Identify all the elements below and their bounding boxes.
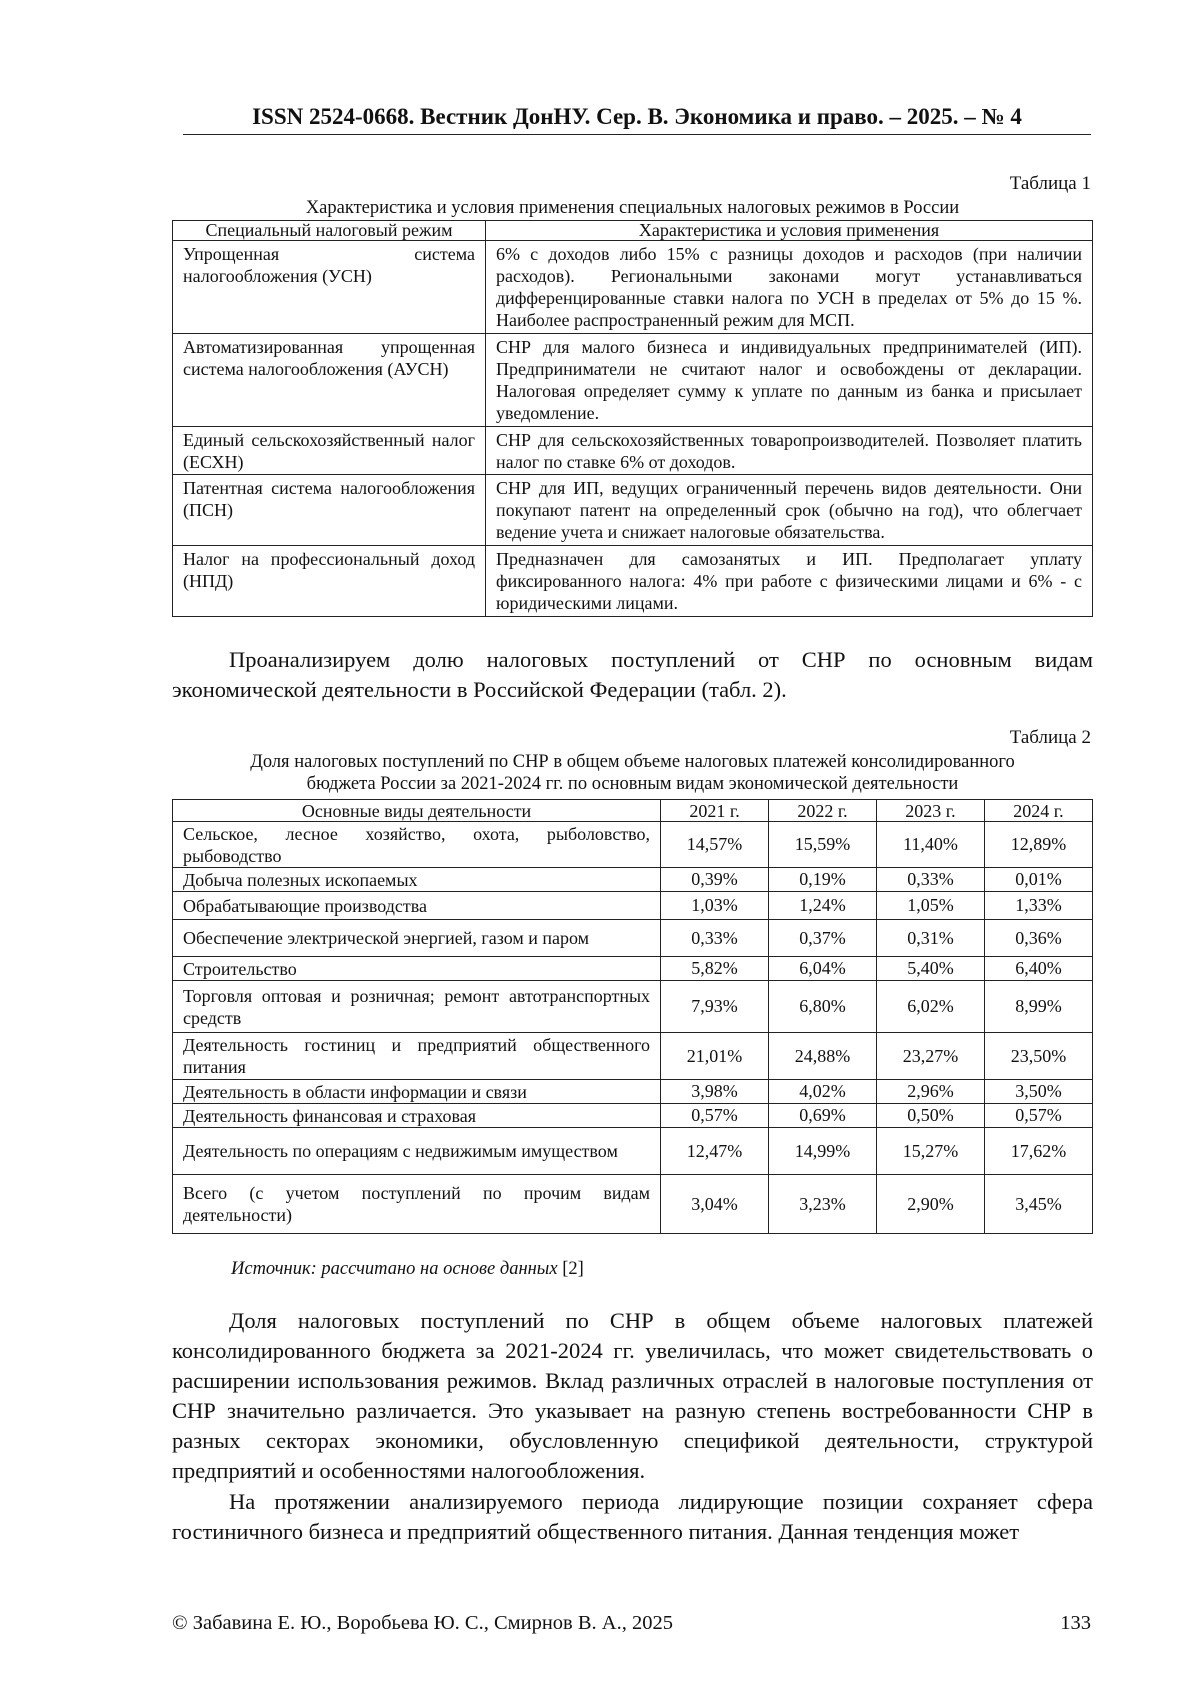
table-row xyxy=(173,241,1093,334)
value-cell: 5,82% xyxy=(661,957,769,981)
value-cell: 7,93% xyxy=(661,981,769,1033)
table2-title-line: Доля налоговых поступлений по СНР в общем объеме налоговых платежей консолидированного xyxy=(250,752,1015,772)
value-cell: 21,01% xyxy=(661,1033,769,1080)
activity-name: Деятельность финансовая и страховая xyxy=(173,1104,661,1128)
table-row xyxy=(173,427,1093,475)
value-cell: 8,99% xyxy=(984,981,1092,1033)
table-row xyxy=(173,892,1093,920)
regime-name: Налог на профессиональный доход (НПД) xyxy=(173,546,486,617)
value-cell: 24,88% xyxy=(769,1033,877,1080)
value-cell: 3,04% xyxy=(661,1175,769,1234)
activity-name: Обеспечение электрической энергией, газом и паром xyxy=(173,920,661,957)
value-cell: 23,27% xyxy=(877,1033,985,1080)
value-cell: 1,05% xyxy=(877,892,985,920)
value-cell: 2,96% xyxy=(877,1080,985,1104)
activity-name: Торговля оптовая и розничная; ремонт автотранспортных средств xyxy=(173,981,661,1033)
value-cell: 15,27% xyxy=(877,1128,985,1175)
paragraph: На протяжении анализируемого периода лидирующие позиции сохраняет сфера гостиничного бизнеса и предприятий общественного питания. Данная тенденция может xyxy=(172,1489,1093,1544)
column-header: Характеристика и условия применения xyxy=(486,221,1093,241)
regime-description: СНР для ИП, ведущих ограниченный перечень видов деятельности. Они покупают патент на определенный срок (обычно на год), что облегчает ведение учета и снижает налоговые обязательства. xyxy=(486,475,1093,546)
value-cell: 3,23% xyxy=(769,1175,877,1234)
activity-name: Деятельность в области информации и связи xyxy=(173,1080,661,1104)
activity-name: Деятельность гостиниц и предприятий общественного питания xyxy=(173,1033,661,1080)
paragraph: Проанализируем долю налоговых поступлений от СНР по основным видам экономической деятельности в Российской Федерации (табл. 2). xyxy=(172,647,1093,702)
value-cell: 0,57% xyxy=(984,1104,1092,1128)
column-header: 2024 г. xyxy=(984,800,1092,822)
column-header: 2022 г. xyxy=(769,800,877,822)
value-cell: 15,59% xyxy=(769,822,877,868)
table2-number: Таблица 2 xyxy=(1009,727,1091,748)
copyright: © Забавина Е. Ю., Воробьева Ю. С., Смирнов В. А., 2025 xyxy=(172,1612,673,1634)
value-cell: 0,31% xyxy=(877,920,985,957)
table-row xyxy=(173,868,1093,892)
table-header-row xyxy=(173,221,1093,241)
regime-name: Единый сельскохозяйственный налог (ЕСХН) xyxy=(173,427,486,475)
table-row xyxy=(173,546,1093,617)
table-row xyxy=(173,334,1093,427)
value-cell: 3,98% xyxy=(661,1080,769,1104)
source-label: Источник: рассчитано на основе данных xyxy=(231,1259,558,1279)
table-row xyxy=(173,822,1093,868)
value-cell: 1,24% xyxy=(769,892,877,920)
value-cell: 0,37% xyxy=(769,920,877,957)
value-cell: 0,39% xyxy=(661,868,769,892)
table-row xyxy=(173,1080,1093,1104)
activity-name: Строительство xyxy=(173,957,661,981)
value-cell: 1,03% xyxy=(661,892,769,920)
regime-name: Упрощенная система налогообложения (УСН) xyxy=(173,241,486,334)
activity-name: Деятельность по операциям с недвижимым имуществом xyxy=(173,1128,661,1175)
activity-name: Добыча полезных ископаемых xyxy=(173,868,661,892)
activity-name: Обрабатывающие производства xyxy=(173,892,661,920)
table2-source xyxy=(231,1259,584,1280)
table-row xyxy=(173,957,1093,981)
value-cell: 0,33% xyxy=(661,920,769,957)
value-cell: 12,89% xyxy=(984,822,1092,868)
value-cell: 0,19% xyxy=(769,868,877,892)
table-row xyxy=(173,475,1093,546)
table1-number: Таблица 1 xyxy=(1009,173,1091,194)
value-cell: 0,33% xyxy=(877,868,985,892)
value-cell: 6,02% xyxy=(877,981,985,1033)
value-cell: 0,50% xyxy=(877,1104,985,1128)
value-cell: 14,99% xyxy=(769,1128,877,1175)
table-row xyxy=(173,1104,1093,1128)
regime-description: СНР для малого бизнеса и индивидуальных предпринимателей (ИП). Предприниматели не считают налог и освобождены от декларации. Налоговая определяет сумму к уплате по данным из банка и присылает уведомление. xyxy=(486,334,1093,427)
value-cell: 0,57% xyxy=(661,1104,769,1128)
table-row xyxy=(173,981,1093,1033)
column-header: 2021 г. xyxy=(661,800,769,822)
value-cell: 2,90% xyxy=(877,1175,985,1234)
value-cell: 14,57% xyxy=(661,822,769,868)
value-cell: 11,40% xyxy=(877,822,985,868)
table-row xyxy=(173,1128,1093,1175)
value-cell: 0,36% xyxy=(984,920,1092,957)
value-cell: 12,47% xyxy=(661,1128,769,1175)
regime-description: 6% с доходов либо 15% с разницы доходов и расходов (при наличии расходов). Региональными законами могут устанавливаться дифференцированные ставки налога по УСН в пределах от 5% до 15 %. Наиболее распространенный режим для МСП. xyxy=(486,241,1093,334)
table-header-row xyxy=(173,800,1093,822)
journal-header: ISSN 2524-0668. Вестник ДонНУ. Сер. В. Экономика и право. – 2025. – № 4 xyxy=(183,104,1091,135)
regime-name: Автоматизированная упрощенная система налогообложения (АУСН) xyxy=(173,334,486,427)
value-cell: 4,02% xyxy=(769,1080,877,1104)
paragraph: Доля налоговых поступлений по СНР в общем объеме налоговых платежей консолидированного бюджета за 2021-2024 гг. увеличилась, что может свидетельствовать о расширении использования режимов. Вклад различных отраслей в налоговые поступления от СНР значительно различается. Это указывает на разную степень востребованности СНР в разных секторах экономики, обусловленную спецификой деятельности, структурой предприятий и особенностями налогообложения. xyxy=(172,1308,1093,1483)
value-cell: 6,80% xyxy=(769,981,877,1033)
value-cell: 0,69% xyxy=(769,1104,877,1128)
table2-title xyxy=(172,751,1093,795)
value-cell: 0,01% xyxy=(984,868,1092,892)
value-cell: 1,33% xyxy=(984,892,1092,920)
table2-title-line: бюджета России за 2021-2024 гг. по основным видам экономической деятельности xyxy=(306,774,959,794)
value-cell: 6,40% xyxy=(984,957,1092,981)
regime-name: Патентная система налогообложения (ПСН) xyxy=(173,475,486,546)
source-reference: [2] xyxy=(562,1259,584,1279)
activity-name: Сельское, лесное хозяйство, охота, рыболовство, рыбоводство xyxy=(173,822,661,868)
value-cell: 17,62% xyxy=(984,1128,1092,1175)
page-number: 133 xyxy=(1060,1612,1091,1634)
regime-description: СНР для сельскохозяйственных товаропроизводителей. Позволяет платить налог по ставке 6% от доходов. xyxy=(486,427,1093,475)
value-cell: 5,40% xyxy=(877,957,985,981)
regime-description: Предназначен для самозанятых и ИП. Предполагает уплату фиксированного налога: 4% при работе с физическими лицами и 6% - с юридическими лицами. xyxy=(486,546,1093,617)
value-cell: 3,45% xyxy=(984,1175,1092,1234)
table1-title: Характеристика и условия применения специальных налоговых режимов в России xyxy=(305,198,960,218)
table-row xyxy=(173,1175,1093,1234)
value-cell: 3,50% xyxy=(984,1080,1092,1104)
column-header: 2023 г. xyxy=(877,800,985,822)
column-header: Специальный налоговый режим xyxy=(173,221,486,241)
table-row xyxy=(173,920,1093,957)
value-cell: 23,50% xyxy=(984,1033,1092,1080)
value-cell: 6,04% xyxy=(769,957,877,981)
tax-share-table xyxy=(172,799,1093,1234)
regimes-table xyxy=(172,220,1093,617)
table-row xyxy=(173,1033,1093,1080)
activity-name: Всего (с учетом поступлений по прочим видам деятельности) xyxy=(173,1175,661,1234)
column-header: Основные виды деятельности xyxy=(173,800,661,822)
